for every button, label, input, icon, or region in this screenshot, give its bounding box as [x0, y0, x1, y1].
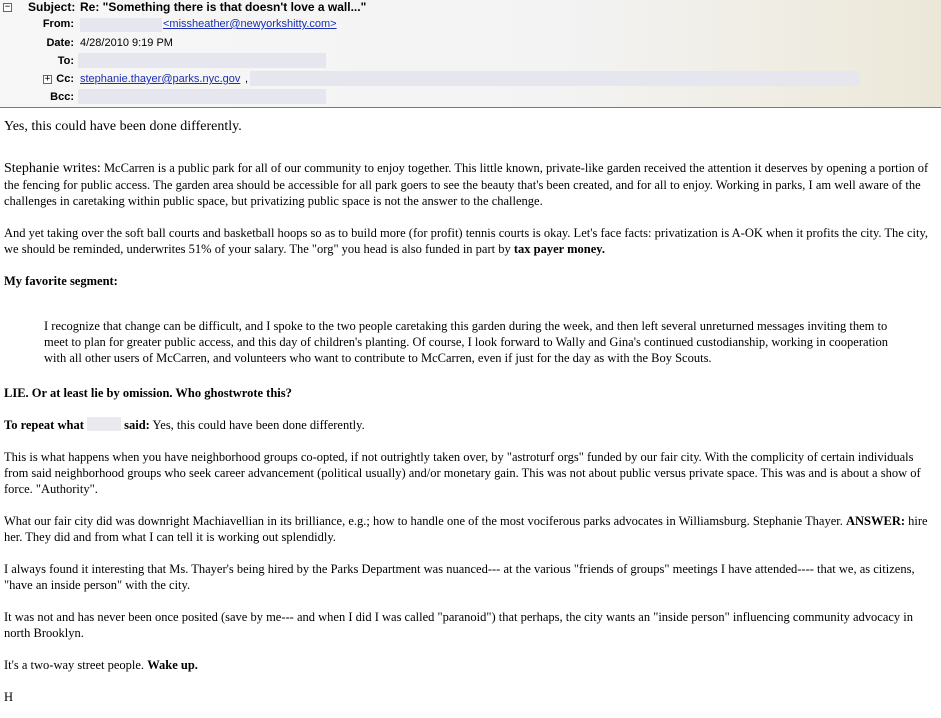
- paragraph-inside-person: It was not and has never been once posited (save by me--- and when I did I was called "paranoid") that perhaps, the city wants an "inside person" influencing community advocacy in north Brooklyn.: [4, 610, 914, 640]
- redacted-name: [87, 417, 121, 431]
- lie-line-text: LIE. Or at least lie by omission. Who ghostwrote this?: [4, 386, 292, 400]
- redacted-cc: [250, 71, 860, 86]
- repeat-text: Yes, this could have been done differently.: [149, 418, 365, 432]
- to-label: To:: [57, 55, 74, 67]
- paragraph-machiavellian: [4, 513, 934, 545]
- lie-line: [4, 385, 934, 401]
- redacted-bcc: [78, 89, 326, 104]
- from-email-link[interactable]: <missheather@newyorkshitty.com>: [163, 18, 337, 30]
- machiavellian-text: What our fair city did was downright Machiavellian in its brilliance, e.g.; how to handle one of the most vociferous parks advocates in Williamsburg. Stephanie Thayer.: [4, 514, 846, 528]
- wake-up-bold: Wake up.: [147, 658, 198, 672]
- from-label: From:: [42, 18, 74, 30]
- quote-author: Stephanie writes:: [4, 161, 101, 176]
- cc-label: Cc:: [56, 73, 74, 85]
- favorite-heading-text: My favorite segment:: [4, 274, 118, 288]
- collapse-header-icon[interactable]: −: [4, 2, 11, 12]
- wake-up-text: It's a two-way street people.: [4, 658, 148, 672]
- repeat-bold-a: To repeat what: [4, 418, 84, 432]
- expand-cc-icon[interactable]: +: [44, 74, 51, 84]
- signoff: H: [4, 690, 14, 704]
- redacted-to: [78, 53, 326, 68]
- cc-email-link[interactable]: stephanie.thayer@parks.nyc.gov: [80, 73, 241, 85]
- bcc-label: Bcc:: [50, 91, 74, 103]
- blockquote: I recognize that change can be difficult, and I spoke to the two people caretaking this garden during the week, and then left several unreturned messages inviting them to meet to plan for greater public access, and this day of children's planting. Of course, I look forward to Wally and Gina's continued custodianship, working in cooperation with all other users of McCarren, and volunteers who want to contribute to McCarren, even if just for the day as with the Boy Scouts.: [44, 318, 889, 365]
- paragraph-wake-up: [4, 657, 934, 673]
- opening-line: Yes, this could have been done differently.: [4, 119, 242, 134]
- subject-label: Subject:: [28, 0, 76, 14]
- paragraph-tennis: [4, 225, 934, 257]
- quoted-paragraph: [4, 160, 934, 209]
- answer-label: ANSWER:: [846, 514, 906, 528]
- paragraph-thayer: I always found it interesting that Ms. Thayer's being hired by the Parks Department was nuanced--- at the various "friends of groups" meetings I have attended---- that we, as citizens, "have an inside person" with the city.: [4, 562, 915, 592]
- paragraph-tennis-text: And yet taking over the soft ball courts and basketball hoops so as to build more (for profit) tennis courts is okay. Let's face facts: privatization is A-OK when it profits the city. The city, we should be reminded, underwrites 51% of your salary. The "org" you head is also funded in part by: [4, 226, 929, 256]
- repeat-bold-b: said:: [124, 418, 150, 432]
- paragraph-astroturf: This is what happens when you have neighborhood groups co-opted, if not outrightly taken over, by "astroturf orgs" funded by our fair city. With the complicity of certain individuals from said neighborhood groups who seek career advancement (political usually) and/or monetary gain. This was not about public versus private space. This was and is about a show of force. "Authority".: [4, 450, 921, 496]
- quote-text: McCarren is a public park for all of our community to enjoy together. This little known, private-like garden received the attention it deserves by opening a portion of the fencing for public access. The garden area should be accessible for all park goers to see the beauty that's been created, and for all to enjoy. Working in parks, I am well aware of the challenges in caretaking within public space, but privatizing public space is not the answer to the challenge.: [4, 161, 929, 208]
- cc-separator: ,: [245, 73, 249, 85]
- redacted-from-name: [80, 18, 162, 32]
- subject-value: Re: "Something there is that doesn't love a wall...": [80, 0, 367, 14]
- date-label: Date:: [46, 37, 74, 49]
- paragraph-tennis-bold: tax payer money.: [513, 242, 605, 256]
- message-header: [0, 0, 941, 108]
- date-value: 4/28/2010 9:19 PM: [80, 37, 173, 49]
- favorite-heading: [4, 273, 934, 289]
- machiavellian-tail: hire her. They did and from what I can tell it is working out splendidly.: [4, 514, 928, 544]
- repeat-line: [4, 417, 934, 433]
